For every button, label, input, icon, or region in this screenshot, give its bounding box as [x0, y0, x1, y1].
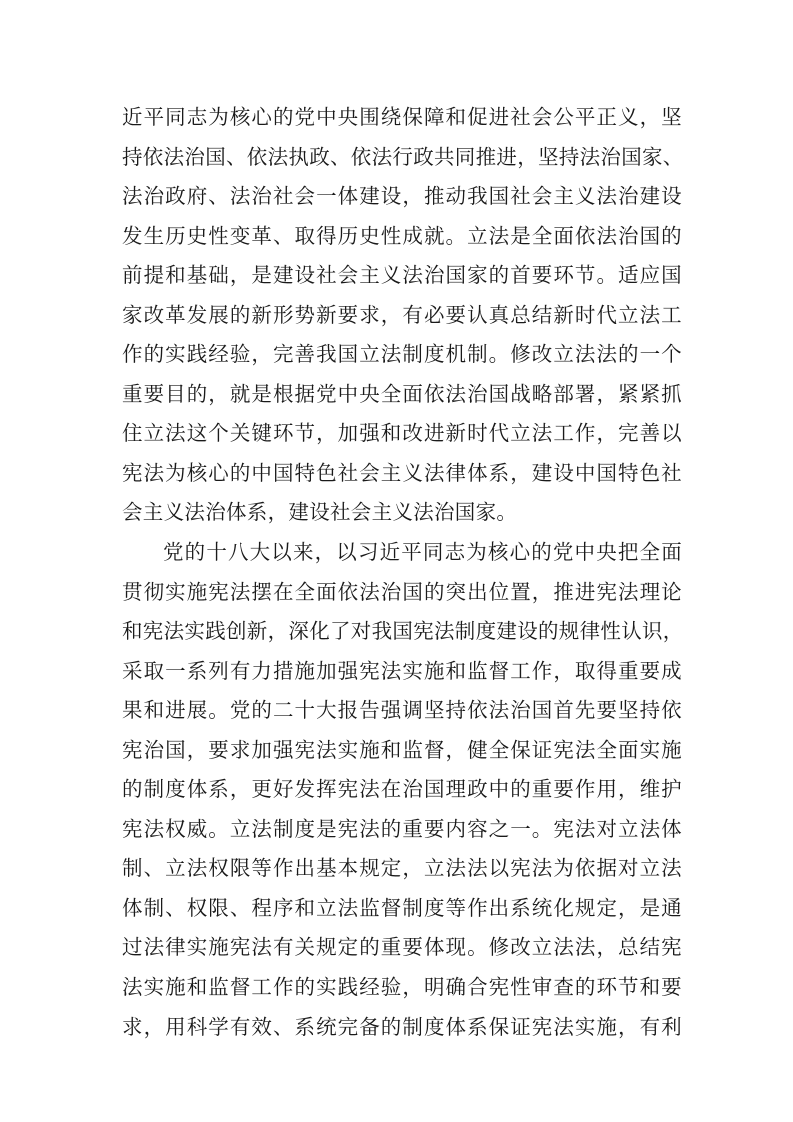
paragraph-1-line: 近平同志为核心的党中央围绕保障和促进社会公平正义，坚: [122, 105, 682, 129]
paragraph-1-line: 作的实践经验，完善我国立法制度机制。修改立法法的一个: [122, 342, 682, 367]
paragraph-2-line: 制、立法权限等作出基本规定，立法法以宪法为依据对立法: [122, 856, 682, 881]
paragraph-2-line: 体制、权限、程序和立法监督制度等作出系统化规定，是通: [122, 895, 682, 920]
body-text: [122, 98, 682, 1047]
paragraph-2-line: 果和进展。党的二十大报告强调坚持依法治国首先要坚持依: [122, 698, 682, 723]
paragraph-2-line: 过法律实施宪法有关规定的重要体现。修改立法法，总结宪: [122, 935, 682, 960]
paragraph-1-line: 宪法为核心的中国特色社会主义法律体系，建设中国特色社: [122, 460, 682, 485]
paragraph-1-line: 持依法治国、依法执政、依法行政共同推进，坚持法治国家、: [122, 144, 684, 169]
paragraph-1-line: 发生历史性变革、取得历史性成就。立法是全面依法治国的: [122, 223, 682, 248]
paragraph-1-line: 法治政府、法治社会一体建设，推动我国社会主义法治建设: [122, 184, 682, 209]
paragraph-1-line: 住立法这个关键环节，加强和改进新时代立法工作，完善以: [122, 421, 682, 446]
paragraph-2-line: 采取一系列有力措施加强宪法实施和监督工作，取得重要成: [122, 658, 682, 683]
paragraph-1-line: 重要目的，就是根据党中央全面依法治国战略部署，紧紧抓: [122, 381, 682, 406]
paragraph-1-line: 前提和基础，是建设社会主义法治国家的首要环节。适应国: [122, 263, 682, 288]
paragraph-1-line: 会主义法治体系，建设社会主义法治国家。: [122, 500, 518, 525]
paragraph-2-line: 法实施和监督工作的实践经验，明确合宪性审查的环节和要: [122, 975, 682, 1000]
paragraph-2-first-line: 党的十八大以来，以习近平同志为核心的党中央把全面: [163, 540, 682, 565]
paragraph-2-line: 宪法权威。立法制度是宪法的重要内容之一。宪法对立法体: [122, 816, 682, 841]
paragraph-2-line: 和宪法实践创新，深化了对我国宪法制度建设的规律性认识，: [122, 619, 684, 644]
paragraph-2-line: 宪治国，要求加强宪法实施和监督，健全保证宪法全面实施: [122, 737, 682, 762]
paragraph-2-line: 求，用科学有效、系统完备的制度体系保证宪法实施，有利: [122, 1014, 682, 1039]
paragraph-2-line: 贯彻实施宪法摆在全面依法治国的突出位置，推进宪法理论: [122, 579, 682, 604]
paragraph-1-line: 家改革发展的新形势新要求，有必要认真总结新时代立法工: [122, 302, 682, 327]
paragraph-2-line: 的制度体系，更好发挥宪法在治国理政中的重要作用，维护: [122, 777, 682, 802]
